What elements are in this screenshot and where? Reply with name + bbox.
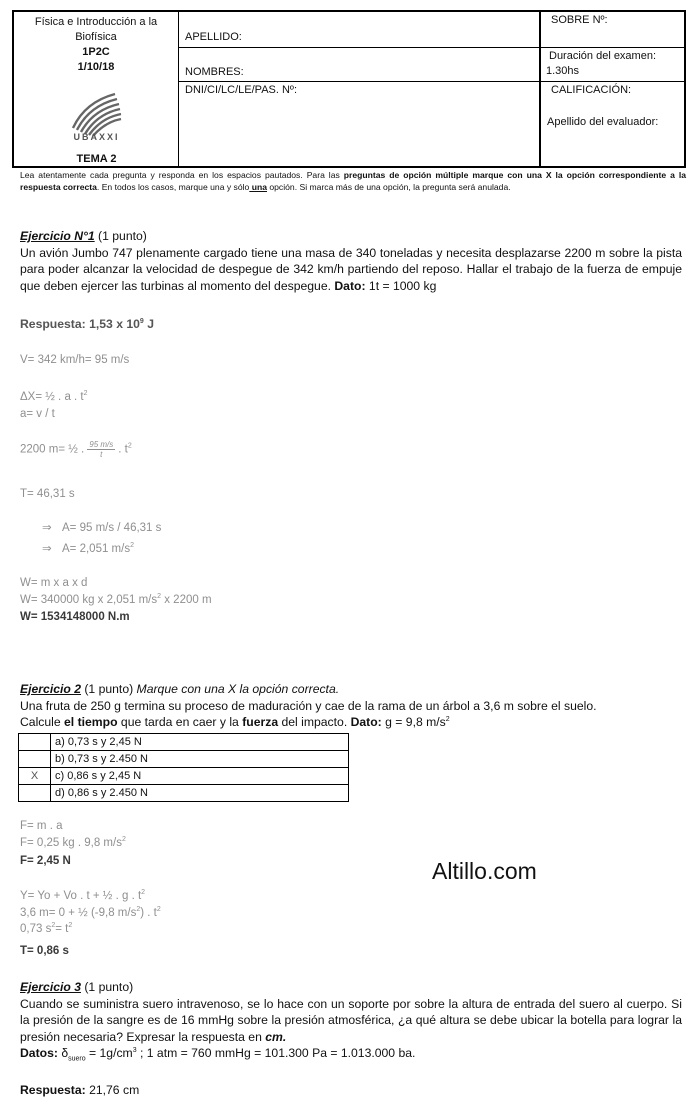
ex1-points: (1 punto) — [94, 229, 147, 243]
ex3-unit: cm. — [265, 1029, 287, 1044]
ex1-work-result: W= 1534148000 N.m — [20, 611, 130, 623]
ex2-text-2b: el tiempo — [64, 715, 118, 729]
ex3-datos-tail: ; 1 atm = 760 mmHg = 101.300 Pa = 1.013.000 ba. — [136, 1046, 416, 1060]
course-info — [14, 12, 179, 166]
ex2-y1-exp: 2 — [141, 889, 146, 897]
apellido-field[interactable] — [179, 12, 539, 48]
ex1-eq-pre: 2200 m= ½ . — [20, 443, 85, 456]
ex3-text: Cuando se suministra suero intravenoso, se lo hace con un soporte por sobre la altura de entrada del suero al cuerpo. Si la presión de la sangre es de 16 mmHg sobre la presión atmosférica, ¿a qué altura se debe ubicar la botella para lograr la presión necesaria? Expresar la respuesta en — [20, 996, 682, 1044]
ex2-y3-post: = t — [55, 923, 69, 935]
ex1-work-1: W= m x a x d — [20, 577, 88, 589]
ex2-y3-pre: 0,73 s — [20, 923, 52, 935]
dni-label: DNI/CI/LC/LE/PAS. Nº: — [185, 84, 298, 96]
instructions-bold: preguntas de opción múltiple marque con una X la opción correspondiente a la respuesta correcta — [20, 170, 686, 192]
ex2-text-2a: Calcule — [20, 715, 65, 729]
ex1-text: Un avión Jumbo 747 plenamente cargado tiene una masa de 340 toneladas y necesita desplazarse 2200 m sobre la pista para poder alcanzar la velocidad de despegue de 342 km/h partiendo del reposo. Hallar el trabajo de la fuerza de empuje que deben ejercer las turbinas al momento del despegue. — [20, 245, 682, 293]
implies-arrow-icon: ⇒ — [42, 543, 52, 555]
instructions-underlined: una — [249, 181, 267, 192]
ex3-delta-sub: suero — [68, 1055, 86, 1063]
duracion-field — [541, 48, 684, 82]
ex2-text-1: Una fruta de 250 g termina su proceso de maduración y cae de la rama de un árbol a 3,6 m sobre el suelo. — [20, 698, 597, 713]
ex2-kinematics — [20, 888, 682, 938]
ex2-f2: F= 0,25 kg . 9,8 m/s — [20, 836, 122, 849]
ex2-y1: Y= Yo + Vo . t + ½ . g . t — [20, 890, 142, 902]
evaluador-label: Apellido del evaluador: — [547, 116, 659, 128]
ex2-dato-exp: 2 — [445, 715, 450, 723]
ex1-dx-exp: 2 — [83, 390, 88, 398]
ex2-f1: F= m . a — [20, 820, 63, 832]
ex3-answer-label: Respuesta: — [20, 1083, 86, 1097]
ex1-answer — [20, 316, 682, 333]
ex1-w2-pre: W= 340000 kg x 2,051 m/s — [20, 594, 158, 606]
ex1-statement — [20, 228, 682, 294]
ex2-options-table — [18, 733, 349, 802]
calificacion-field[interactable] — [541, 82, 684, 166]
option-mark-a[interactable] — [19, 734, 51, 751]
ex1-displacement — [20, 389, 682, 422]
nombres-field[interactable] — [179, 48, 539, 82]
ex1-eq-exp: 2 — [127, 442, 132, 450]
implies-arrow-icon: ⇒ — [42, 522, 52, 534]
altillo-watermark: Altillo.com — [432, 858, 537, 884]
exam-date: 1/10/18 — [77, 61, 115, 73]
ex3-delta: δ — [61, 1046, 69, 1060]
ex3-answer-value: 21,76 cm — [85, 1083, 140, 1097]
tema-label: TEMA 2 — [76, 153, 117, 165]
option-text-d: d) 0,86 s y 2.450 N — [51, 785, 349, 802]
option-row-b[interactable] — [19, 751, 349, 768]
ex2-y2-post: ) . t — [140, 906, 157, 919]
ex2-time-result: T= 0,86 s — [20, 945, 69, 957]
ex1-dato-label: Dato: — [334, 278, 366, 293]
ex1-answer-unit: J — [143, 317, 154, 331]
ex1-velocity: V= 342 km/h= 95 m/s — [20, 354, 130, 366]
ex2-instruction: Marque con una X la opción correcta. — [136, 682, 340, 696]
dni-field[interactable] — [179, 82, 539, 166]
option-text-b: b) 0,73 s y 2.450 N — [51, 751, 349, 768]
ex2-points: (1 punto) — [80, 682, 137, 696]
ex1-dato-value: 1t = 1000 kg — [365, 278, 437, 293]
sobre-field[interactable] — [541, 12, 684, 48]
ex1-equation — [20, 440, 682, 459]
student-fields — [179, 12, 541, 166]
instructions-text-3: opción. Si marca más de una opción, la pregunta será anulada. — [266, 181, 511, 192]
ex1-w2-exp: 2 — [157, 593, 162, 601]
ex1-frac-den: t — [100, 450, 103, 459]
option-row-a[interactable] — [19, 734, 349, 751]
option-row-c[interactable] — [19, 768, 349, 785]
ex1-answer-exp: 9 — [139, 317, 144, 325]
sobre-label: SOBRE Nº: — [551, 14, 608, 26]
option-row-d[interactable] — [19, 785, 349, 802]
ex1-w2-post: x 2200 m — [161, 594, 212, 606]
ex2-force-work — [20, 818, 682, 851]
ex2-f2-exp: 2 — [121, 835, 126, 843]
ex3-datos-rest: = 1g/cm — [85, 1046, 133, 1060]
ex1-arrow2-text: A= 2,051 m/s — [62, 543, 131, 555]
ex1-arrow-line-2 — [20, 541, 682, 558]
ex3-statement — [20, 979, 682, 1062]
ex1-title: Ejercicio N°1 — [20, 229, 95, 243]
ex2-text-2c: que tarda en caer y la — [117, 715, 243, 729]
duracion-label: Duración del examen: — [549, 50, 657, 62]
ex2-dato-label: Dato: — [350, 715, 382, 729]
option-mark-b[interactable] — [19, 751, 51, 768]
ex2-y2-exp: 2 — [136, 905, 141, 913]
ex3-answer — [20, 1082, 682, 1099]
ex3-points: (1 punto) — [80, 980, 134, 994]
exam-header — [12, 10, 686, 168]
ex2-text-2e: del impacto. — [278, 715, 351, 729]
ex1-time: T= 46,31 s — [20, 488, 75, 500]
ex1-arrow1-text: A= 95 m/s / 46,31 s — [62, 522, 162, 534]
ex2-y3-exp: 2 — [51, 922, 56, 930]
ex2-title: Ejercicio 2 — [20, 682, 81, 696]
course-name-line2: Biofísica — [75, 31, 117, 43]
ex3-datos-label: Datos: — [20, 1046, 62, 1060]
instructions-text-2: . En todos los casos, marque una y sólo — [96, 181, 250, 192]
ex3-exp: 3 — [132, 1046, 137, 1054]
ex2-y2-exp2: 2 — [156, 905, 161, 913]
ex1-dx-text: ΔX= ½ . a . t — [20, 391, 84, 403]
course-name-line1: Física e Introducción a la — [34, 16, 158, 28]
nombres-label: NOMBRES: — [185, 66, 244, 78]
apellido-label: APELLIDO: — [185, 31, 242, 43]
ex2-y2-pre: 3,6 m= 0 + ½ (-9,8 m/s — [20, 906, 137, 919]
ex3-title: Ejercicio 3 — [20, 980, 81, 994]
duracion-value: 1.30hs — [546, 65, 580, 77]
exam-admin-fields — [541, 12, 684, 166]
exam-code: 1P2C — [82, 46, 110, 58]
ex1-answer-label: Respuesta: 1,53 x 10 — [20, 317, 140, 331]
ex1-arrow2-exp: 2 — [130, 542, 134, 550]
ex1-eq-post: . t — [118, 443, 128, 456]
option-text-a: a) 0,73 s y 2,45 N — [51, 734, 349, 751]
ex2-force-result: F= 2,45 N — [20, 855, 71, 867]
ex2-statement — [20, 681, 682, 731]
calificacion-label: CALIFICACIÓN: — [551, 84, 632, 96]
option-mark-d[interactable] — [19, 785, 51, 802]
option-text-c: c) 0,86 s y 2,45 N — [51, 768, 349, 785]
ex2-dato-value: g = 9,8 m/s — [381, 715, 446, 729]
logo-text: UBAXXI — [73, 132, 120, 142]
ex1-work-2 — [20, 592, 682, 609]
ex2-text-2d: fuerza — [242, 715, 279, 729]
instructions — [20, 170, 686, 193]
instructions-text-1: Lea atentamente cada pregunta y responda en los espacios pautados. Para las — [20, 170, 344, 180]
option-mark-c[interactable]: X — [19, 768, 51, 785]
ex1-frac-num: 95 m/s — [89, 440, 114, 449]
ex2-y3-exp2: 2 — [68, 922, 73, 930]
ex1-fraction — [87, 440, 115, 459]
ex1-arrow-line-1 — [20, 520, 682, 537]
ex1-accel-text: a= v / t — [20, 407, 55, 420]
